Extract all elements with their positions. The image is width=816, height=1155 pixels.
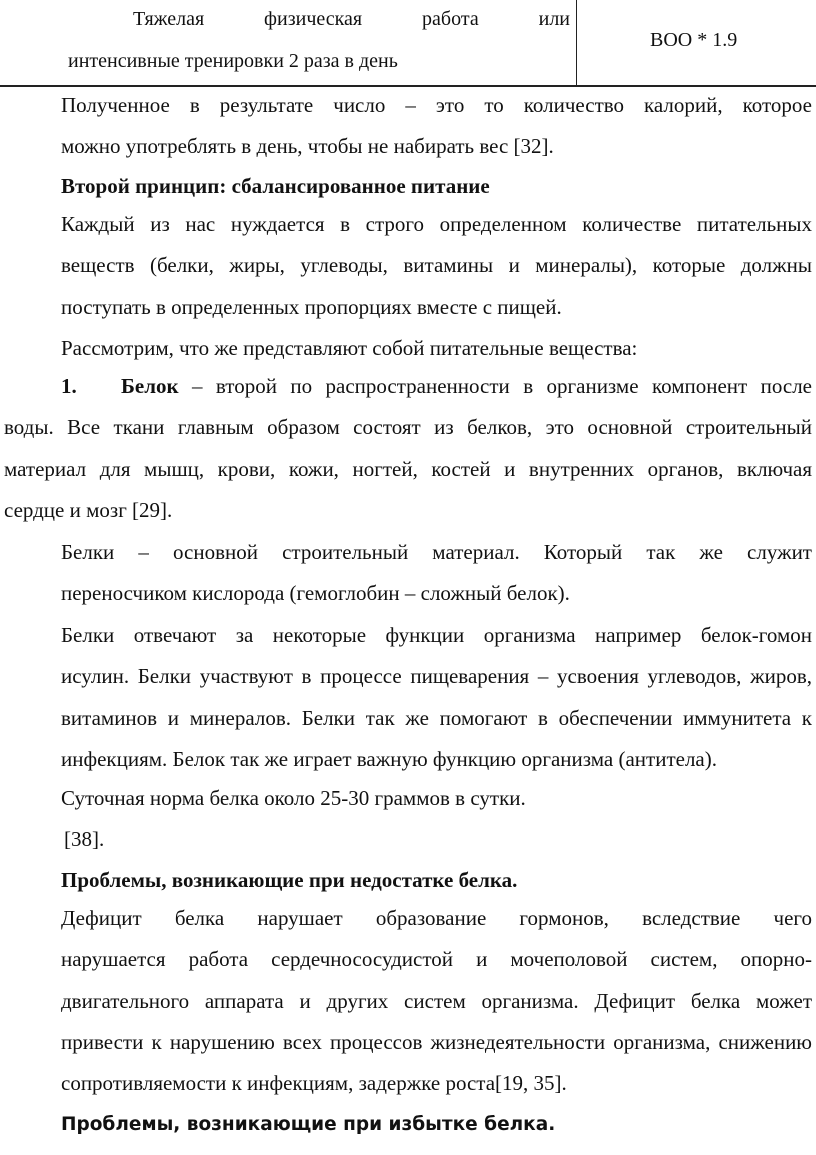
text-line: витаминов и минералов. Белки так же помогают в обеспечении иммунитета к [61,705,812,730]
text-span: – второй по распространенности в организме компонент после [178,374,812,398]
heading-protein-excess: Проблемы, возникающие при избытке белка. [61,1114,556,1135]
text-line: веществ (белки, жиры, углеводы, витамины и минералы), которые должны [61,253,812,278]
paragraph-protein-deficit [4,898,812,1104]
text-line: материал для мышц, крови, кожи, ногтей, костей и внутренних органов, включая [4,456,812,481]
table-cell-formula: ВОО * 1.9 [650,29,738,51]
text-line: Белки – основной строительный материал. Который так же служит [61,540,812,564]
text-line: двигательного аппарата и других систем организма. Дефицит белка может [61,988,812,1013]
text-line: поступать в определенных пропорциях вместе с пищей. [61,294,562,319]
text-line: исулин. Белки участвуют в процессе пищеварения – усвоения углеводов, жиров, [61,664,812,689]
heading-second-principle: Второй принцип: сбалансированное питание [61,174,490,198]
citation-38: [38]. [64,827,105,851]
paragraph-protein-functions [4,615,812,780]
paragraph-nutrients-need [4,204,812,328]
text-line [4,366,812,407]
text-line: воды. Все ткани главным образом состоят из белков, это основной строительный [4,415,812,440]
paragraph-calories [4,85,812,168]
list-number: 1. [61,374,77,398]
table-activity-line2: интенсивные тренировки 2 раза в день [68,50,398,72]
list-item-protein [4,366,812,531]
text-line: Каждый из нас нуждается в строго определенном количестве питательных [61,212,812,236]
paragraph-protein-material [4,532,812,615]
text-line: сопротивляемости к инфекциям, задержке роста[19, 35]. [61,1071,567,1096]
text-line: Белки отвечают за некоторые функции организма например белок-гомон [61,623,812,647]
text-line: сердце и мозг [29]. [4,497,173,522]
table-activity-line1: Тяжелая физическая работа или [133,8,570,30]
text-line: Дефицит белка нарушает образование гормонов, вследствие чего [61,906,812,930]
text-line: нарушается работа сердечнососудистой и мочеполовой систем, опорно- [61,947,812,972]
text-line: Полученное в результате число – это то количество калорий, которое [61,93,812,117]
text-line: можно употреблять в день, чтобы не набирать вес [32]. [61,134,554,159]
paragraph-consider: Рассмотрим, что же представляют собой питательные вещества: [61,336,638,360]
term-protein: Белок [121,374,179,398]
text-line: привести к нарушению всех процессов жизнедеятельности организма, снижению [61,1029,812,1054]
text-line: переносчиком кислорода (гемоглобин – сложный белок). [61,581,570,606]
paragraph-daily-norm: Суточная норма белка около 25-30 граммов в сутки. [61,786,526,810]
text-line: инфекциям. Белок так же играет важную функцию организма (антитела). [61,746,717,771]
activity-table-fragment [0,0,816,86]
heading-protein-deficit: Проблемы, возникающие при недостатке белка. [61,868,518,892]
